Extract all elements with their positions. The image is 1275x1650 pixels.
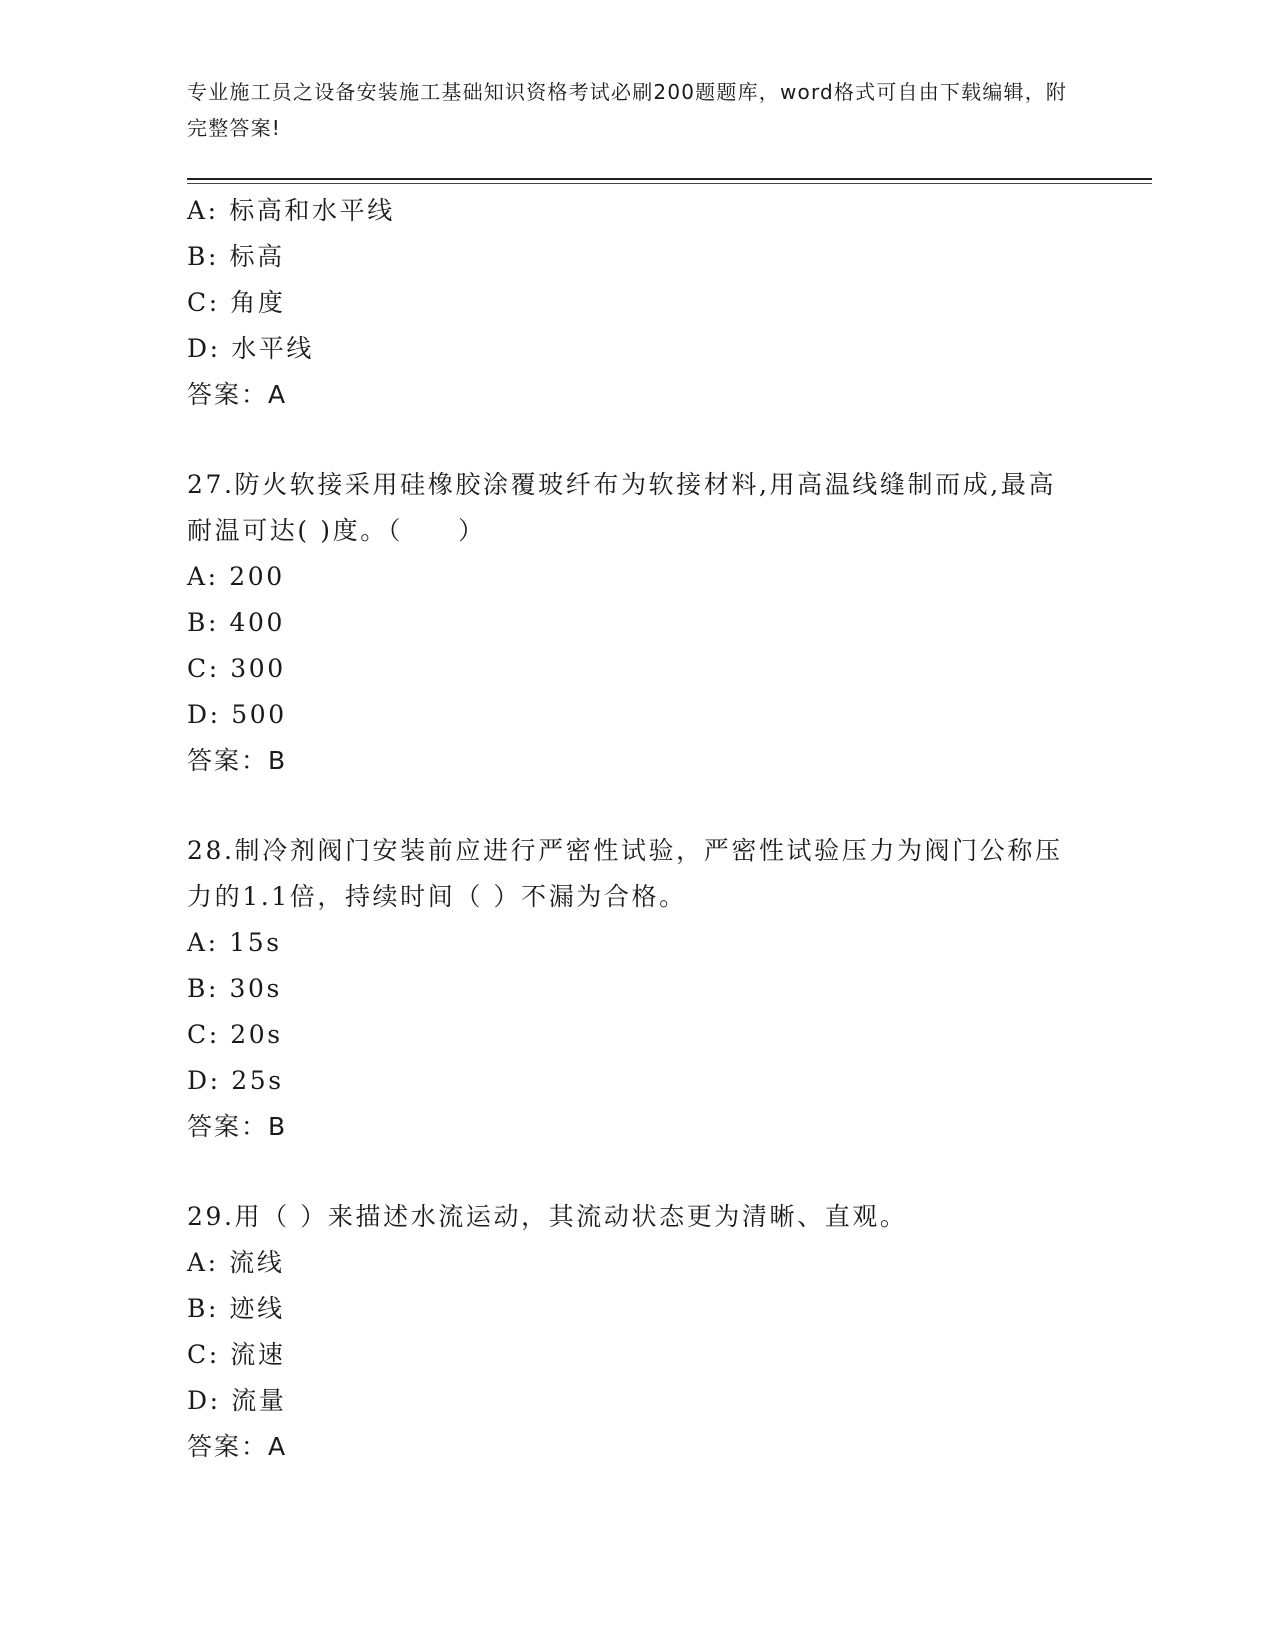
option-a: A: 流线 — [187, 1248, 285, 1277]
option-a: A: 200 — [187, 562, 285, 591]
option-c: C: 流速 — [187, 1340, 286, 1369]
document-header: 专业施工员之设备安装施工基础知识资格考试必刷200题题库，word格式可自由下载编辑，附完整答案! — [187, 80, 1068, 140]
option-a: A: 15s — [187, 928, 282, 957]
option-b: B: 迹线 — [187, 1294, 285, 1323]
header-divider-thick — [187, 178, 1152, 180]
question-text: 27.防火软接采用硅橡胶涂覆玻纤布为软接材料,用高温线缝制而成,最高耐温可达( )度。（ ） — [187, 470, 1057, 545]
question-28 — [187, 828, 1087, 1150]
answer: 答案：A — [187, 380, 288, 409]
question-text: 28.制冷剂阀门安装前应进行严密性试验，严密性试验压力为阀门公称压力的1.1倍，持续时间（ ）不漏为合格。 — [187, 836, 1063, 911]
answer: 答案：B — [187, 746, 288, 775]
answer: 答案：B — [187, 1112, 288, 1141]
question-26-continuation — [187, 188, 1087, 418]
question-text: 29.用（ ）来描述水流运动，其流动状态更为清晰、直观。 — [187, 1202, 908, 1231]
option-c: C: 20s — [187, 1020, 283, 1049]
option-d: D: 流量 — [187, 1386, 287, 1415]
answer: 答案：A — [187, 1432, 288, 1461]
question-content — [187, 188, 1087, 1470]
option-d: D: 500 — [187, 700, 287, 729]
option-b: B: 标高 — [187, 242, 285, 271]
spacer — [187, 418, 1087, 462]
option-d: D: 25s — [187, 1066, 284, 1095]
spacer — [187, 784, 1087, 828]
header-divider-thin — [187, 183, 1152, 184]
option-d: D: 水平线 — [187, 334, 315, 363]
question-27 — [187, 462, 1087, 784]
option-b: B: 400 — [187, 608, 286, 637]
spacer — [187, 1150, 1087, 1194]
option-c: C: 角度 — [187, 288, 286, 317]
option-c: C: 300 — [187, 654, 286, 683]
option-b: B: 30s — [187, 974, 282, 1003]
option-a: A: 标高和水平线 — [187, 196, 395, 225]
question-29 — [187, 1194, 1087, 1470]
